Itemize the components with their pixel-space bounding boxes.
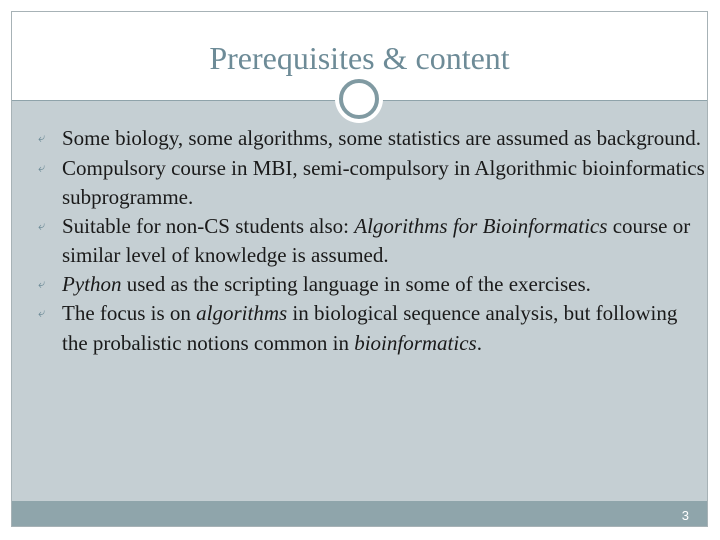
curly-arrow-icon: ⤶ [38,306,46,321]
bullet-list [38,124,706,357]
curly-arrow-icon: ⤶ [38,131,46,146]
page-number: 3 [681,508,689,523]
bullet-item [38,154,706,212]
bullet-text: course or similar level of knowledge is assumed. [62,213,691,267]
bullet-item [38,270,706,300]
slide [11,11,708,527]
bullet-text: Suitable for non-CS students also: [62,213,355,238]
bullet-text-italic: Python [62,271,122,296]
bullet-text: in biological sequence analysis, but following the probalistic notions common in [62,301,678,355]
bullet-item [38,124,706,154]
curly-arrow-icon: ⤶ [38,218,46,234]
footer-bar [12,501,707,527]
bullet-text-italic: Algorithms for Bioinformatics [354,213,608,238]
curly-arrow-icon: ⤶ [38,276,46,292]
bullet-item [38,299,706,357]
bullet-text-italic: bioinformatics [354,330,477,355]
ring-ornament-icon [339,79,379,119]
bullet-text: Compulsory course in MBI, semi-compulsory in Algorithmic bioinformatics subprogramme. [62,155,705,209]
bullet-item [38,212,706,270]
bullet-text: Some biology, some algorithms, some statistics are assumed as background. [62,126,702,150]
bullet-text-italic: algorithms [196,301,288,325]
slide-title: Prerequisites & content [209,40,510,76]
curly-arrow-icon: ⤶ [38,160,46,176]
bullet-text: used as the scripting language in some of the exercises. [121,271,591,296]
bullet-text: The focus is on [62,301,197,325]
bullet-text: . [476,330,482,355]
